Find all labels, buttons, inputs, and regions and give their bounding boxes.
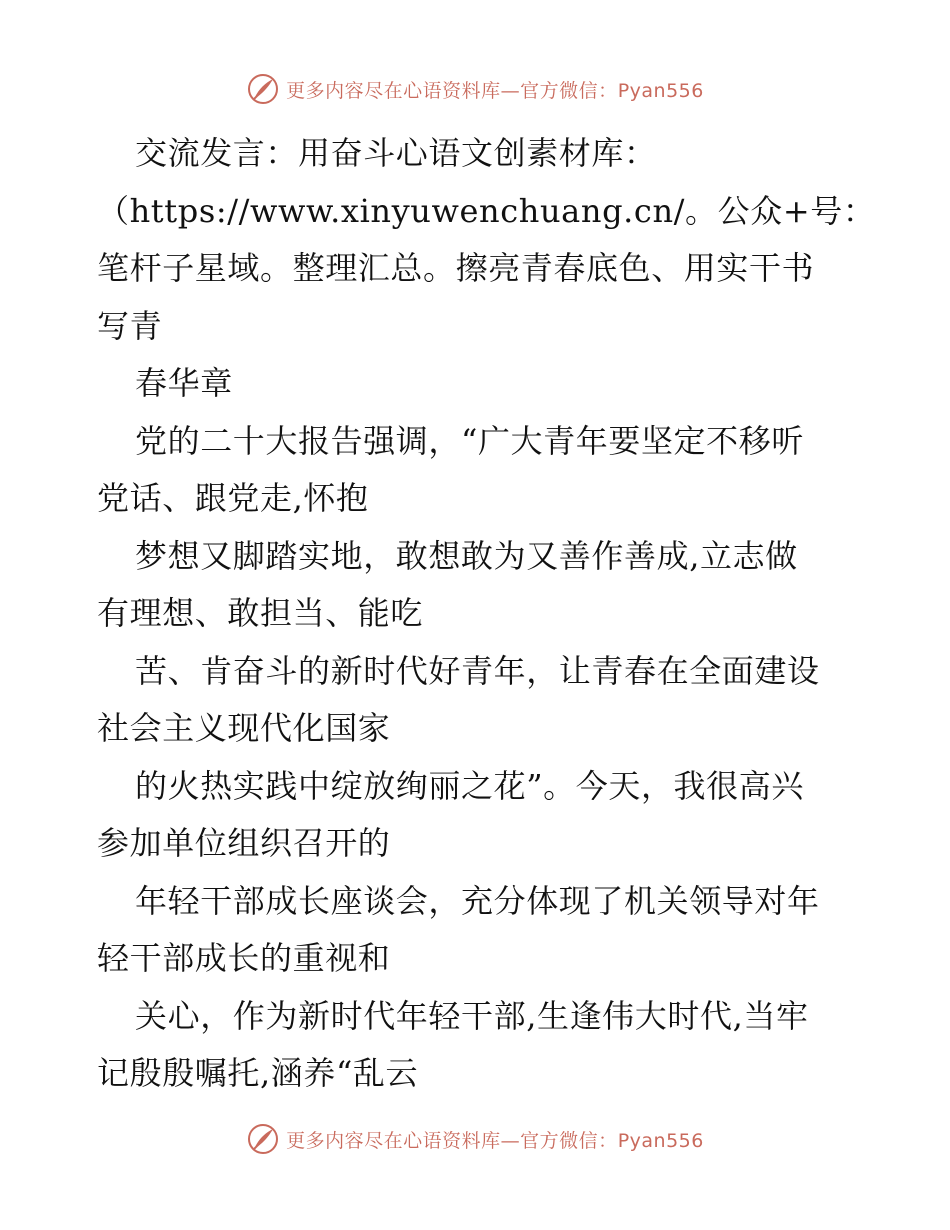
text-line: 关心，作为新时代年轻干部,生逢伟大时代,当牢 <box>135 996 809 1035</box>
feather-pen-logo-icon <box>246 72 280 106</box>
watermark-brand: 更多内容尽在心语资料库 <box>286 1129 501 1152</box>
text-line: 苦、肯奋斗的新时代好青年，让青春在全面建设 <box>135 651 820 690</box>
text-line: （https://www.xinyuwenchuang.cn/。公众+号： <box>97 191 876 230</box>
text-line: 的火热实践中绽放绚丽之花”。今天，我很高兴 <box>135 766 804 805</box>
text-line: 年轻干部成长座谈会，充分体现了机关领导对年 <box>135 881 820 920</box>
text-line: 轻干部成长的重视和 <box>97 939 391 977</box>
footer-watermark <box>0 1122 950 1156</box>
watermark-text <box>286 1126 704 1153</box>
text-line: 交流发言：用奋斗心语文创素材库： <box>135 134 657 172</box>
text-line: 有理想、敢担当、能吃 <box>97 594 424 632</box>
header-watermark <box>0 72 950 106</box>
text-line: 社会主义现代化国家 <box>97 709 391 747</box>
text-line: 笔杆子星域。整理汇总。擦亮青春底色、用实干书 <box>97 249 815 287</box>
document-body <box>97 125 876 1103</box>
text-line: 梦想又脚踏实地，敢想敢为又善作善成,立志做 <box>135 536 798 575</box>
watermark-dash: — <box>500 1129 521 1152</box>
text-line: 写青 <box>97 306 163 345</box>
watermark-wechat-id: Pyan556 <box>617 1129 704 1152</box>
feather-pen-logo-icon <box>246 1122 280 1156</box>
watermark-dash: — <box>500 79 521 102</box>
watermark-wechat-id: Pyan556 <box>617 79 704 102</box>
text-line: 春华章 <box>135 364 233 402</box>
text-line: 记殷殷嘱托,涵养“乱云 <box>97 1054 419 1092</box>
watermark-official-label: 官方微信： <box>520 79 618 102</box>
text-line: 党话、跟党走,怀抱 <box>97 479 369 517</box>
watermark-official-label: 官方微信： <box>520 1129 618 1152</box>
watermark-brand: 更多内容尽在心语资料库 <box>286 79 501 102</box>
watermark-text <box>286 76 704 103</box>
text-line: 党的二十大报告强调，“广大青年要坚定不移听 <box>135 421 804 460</box>
text-line: 参加单位组织召开的 <box>97 824 391 862</box>
